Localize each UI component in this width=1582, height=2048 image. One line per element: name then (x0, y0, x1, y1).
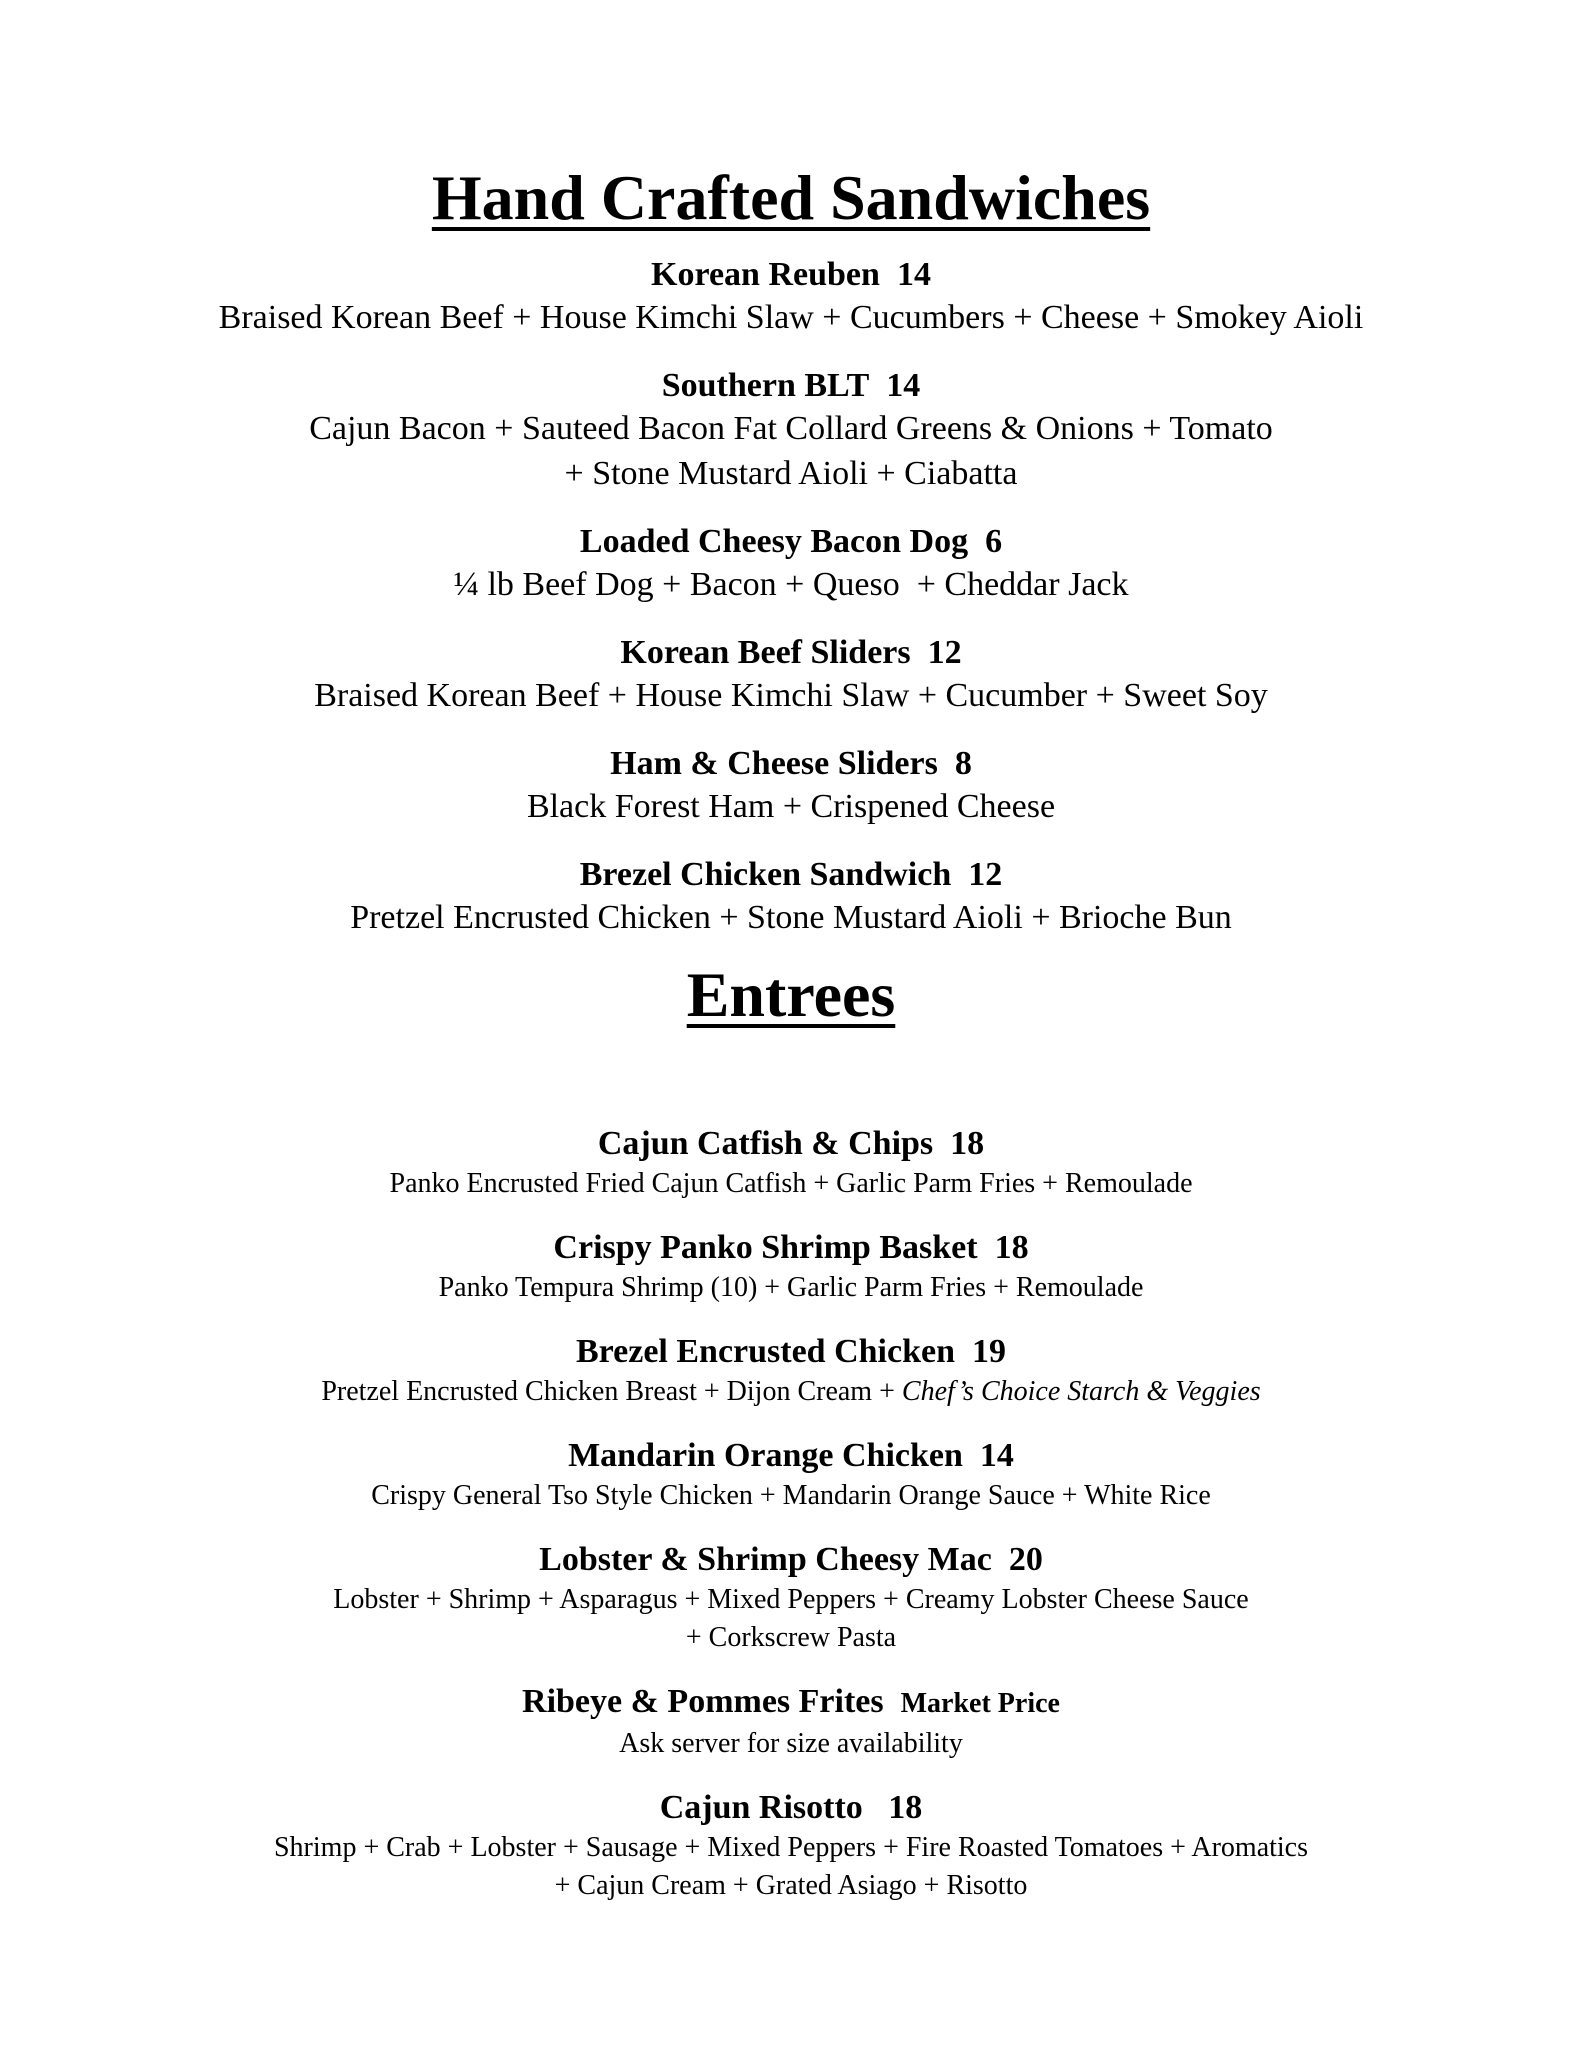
item-name: Brezel Encrusted Chicken (575, 1332, 955, 1370)
item-name: Brezel Chicken Sandwich (579, 856, 952, 894)
item-name: Cajun Risotto (659, 1788, 863, 1826)
menu-item (0, 855, 1582, 940)
menu-item (0, 744, 1582, 829)
item-description-plain: Pretzel Encrusted Chicken Breast + Dijon Cream + (321, 1375, 902, 1407)
item-description: Black Forest Ham + Crispened Cheese (526, 788, 1056, 826)
item-heading (0, 1539, 1582, 1581)
item-name: Korean Reuben (651, 256, 880, 294)
menu-item (0, 1123, 1582, 1203)
item-heading (0, 633, 1582, 673)
item-heading (0, 1435, 1582, 1477)
item-name: Cajun Catfish & Chips (597, 1124, 934, 1162)
item-description: Shrimp + Crab + Lobster + Sausage + Mixed Peppers + Fire Roasted Tomatoes + Aromatics (273, 1831, 1309, 1863)
item-description: Ask server for size availability (619, 1727, 963, 1759)
item-price: 19 (972, 1332, 1006, 1370)
item-name: Mandarin Orange Chicken (568, 1436, 963, 1474)
item-price: 12 (968, 856, 1003, 894)
item-price: 8 (954, 745, 972, 783)
item-heading (0, 366, 1582, 406)
item-price: 18 (950, 1124, 985, 1162)
item-price: 14 (886, 367, 921, 405)
item-heading (0, 855, 1582, 895)
item-name: Ham & Cheese Sliders (610, 745, 938, 783)
menu-item (0, 1539, 1582, 1657)
item-price: 12 (927, 634, 962, 672)
item-description: + Cajun Cream + Grated Asiago + Risotto (554, 1869, 1028, 1901)
sandwiches-title: Hand Crafted Sandwiches (431, 162, 1151, 233)
item-heading (0, 1123, 1582, 1165)
menu-item (0, 366, 1582, 496)
item-price: 18 (888, 1788, 923, 1826)
item-heading (0, 1681, 1582, 1725)
menu-item (0, 522, 1582, 607)
item-description: Braised Korean Beef + House Kimchi Slaw + Cucumbers + Cheese + Smokey Aioli (218, 299, 1364, 337)
item-name: Korean Beef Sliders (620, 634, 911, 672)
item-price: 18 (994, 1228, 1029, 1266)
item-description: Pretzel Encrusted Chicken + Stone Mustard Aioli + Brioche Bun (350, 899, 1232, 937)
item-heading (0, 1331, 1582, 1373)
item-heading (0, 522, 1582, 562)
item-price: 14 (979, 1436, 1014, 1474)
menu-item (0, 1331, 1582, 1411)
item-description: Braised Korean Beef + House Kimchi Slaw + Cucumber + Sweet Soy (314, 677, 1268, 715)
item-name: Ribeye & Pommes Frites (522, 1682, 884, 1720)
item-description (0, 1373, 1582, 1411)
menu-item (0, 1681, 1582, 1763)
item-description: Panko Tempura Shrimp (10) + Garlic Parm Fries + Remoulade (438, 1271, 1144, 1303)
menu-item (0, 633, 1582, 718)
menu-item (0, 1227, 1582, 1307)
entrees-list (0, 1123, 1582, 1905)
item-description: Crispy General Tso Style Chicken + Mandarin Orange Sauce + White Rice (371, 1479, 1211, 1511)
item-name: Crispy Panko Shrimp Basket (553, 1228, 978, 1266)
item-description: + Corkscrew Pasta (685, 1621, 897, 1653)
menu-item (0, 255, 1582, 340)
item-name: Lobster & Shrimp Cheesy Mac (539, 1540, 992, 1578)
menu-item (0, 1435, 1582, 1515)
item-description: Panko Encrusted Fried Cajun Catfish + Garlic Parm Fries + Remoulade (389, 1167, 1193, 1199)
sandwiches-list (0, 255, 1582, 940)
item-heading (0, 255, 1582, 295)
entrees-title: Entrees (686, 959, 896, 1031)
item-price: 14 (896, 256, 931, 294)
item-price: 20 (1008, 1540, 1043, 1578)
item-description: Cajun Bacon + Sauteed Bacon Fat Collard Greens & Onions + Tomato (309, 410, 1273, 448)
item-price: Market Price (900, 1687, 1060, 1719)
item-description: + Stone Mustard Aioli + Ciabatta (564, 455, 1018, 493)
item-description-italic: Chef’s Choice Starch & Veggies (901, 1375, 1261, 1407)
menu-item (0, 1787, 1582, 1905)
item-name: Southern BLT (661, 367, 870, 405)
item-heading (0, 1227, 1582, 1269)
item-heading (0, 1787, 1582, 1829)
item-price: 6 (985, 523, 1003, 561)
item-description: Lobster + Shrimp + Asparagus + Mixed Peppers + Creamy Lobster Cheese Sauce (333, 1583, 1249, 1615)
item-heading (0, 744, 1582, 784)
item-description: ¼ lb Beef Dog + Bacon + Queso + Cheddar Jack (453, 566, 1129, 604)
item-name: Loaded Cheesy Bacon Dog (579, 523, 969, 561)
